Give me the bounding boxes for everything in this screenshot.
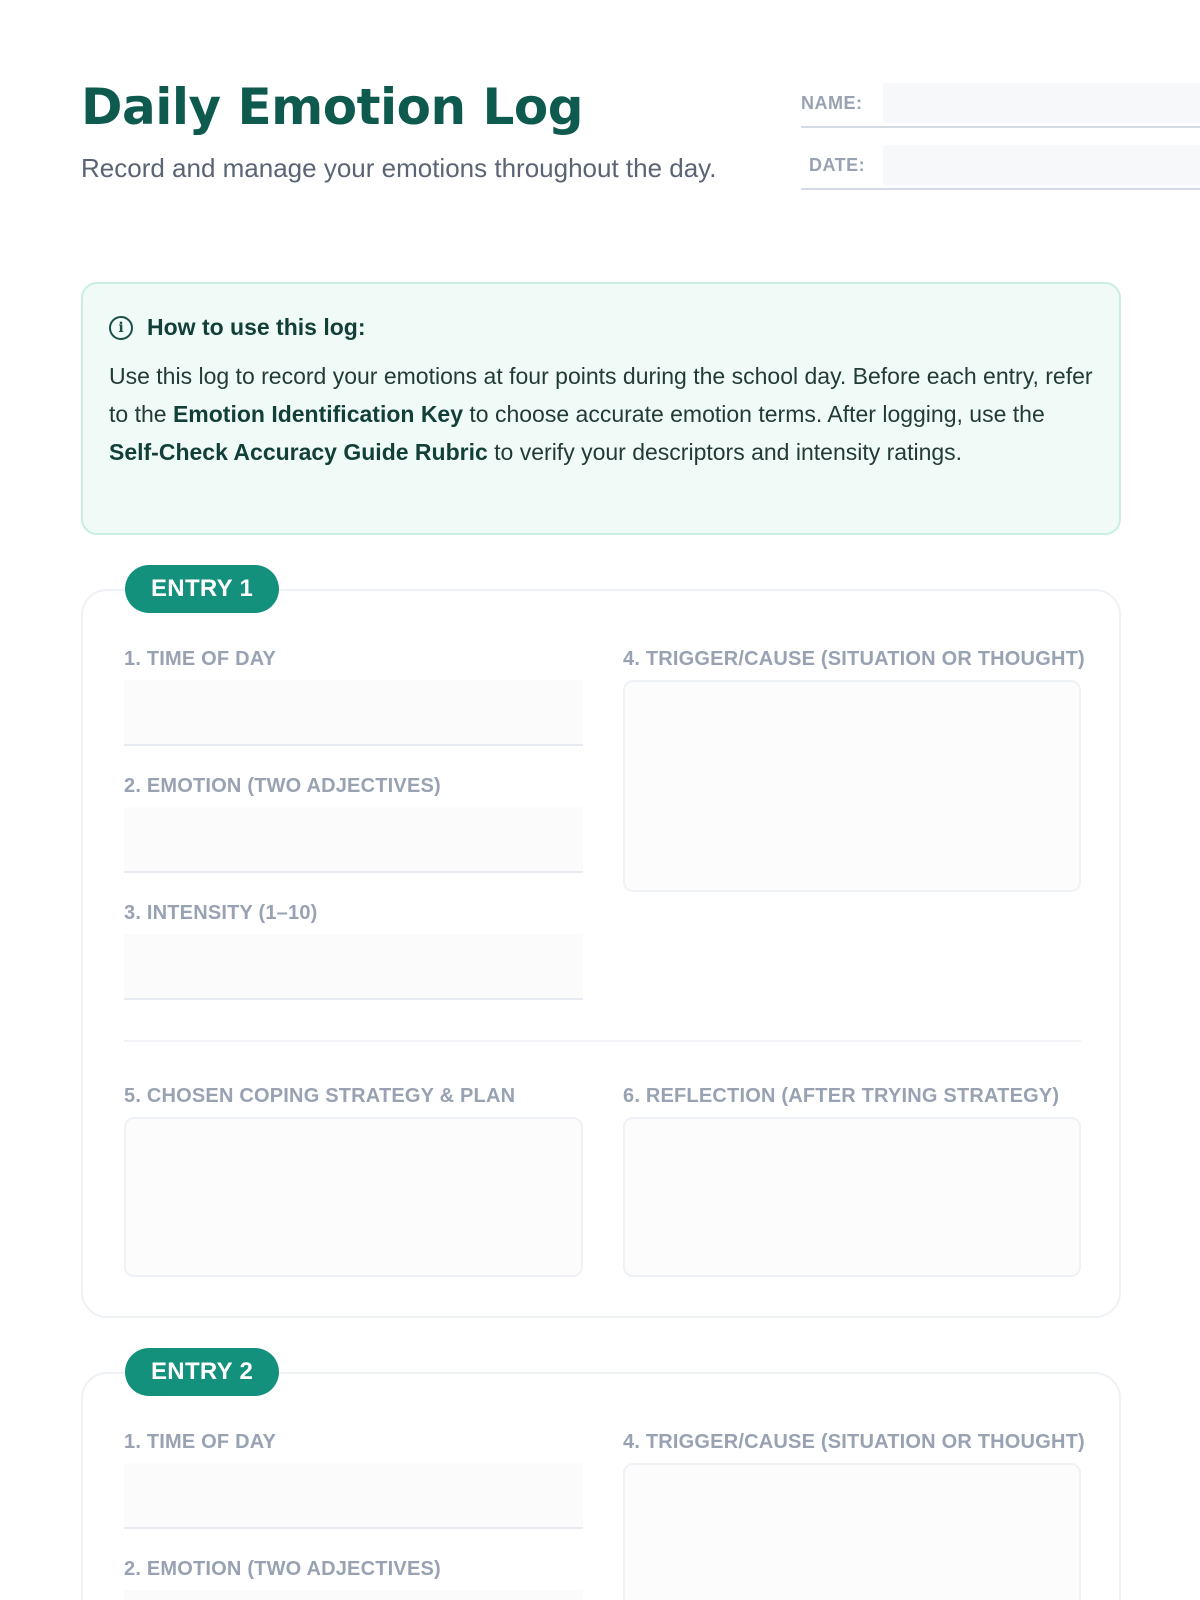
instructions-text-part-1: Use this log to record your emotions at four points during the school day. Before each entry, refer to the	[109, 363, 1093, 427]
instructions-header	[109, 314, 1093, 341]
date-label: DATE:	[809, 154, 866, 175]
instructions-box	[81, 282, 1121, 535]
instructions-text	[109, 357, 1093, 471]
trigger-label: 4. TRIGGER/CAUSE (SITUATION OR THOUGHT)	[623, 648, 1085, 670]
rubric-term: Self-Check Accuracy Guide Rubric	[109, 439, 488, 465]
emotion-field[interactable]	[124, 1590, 583, 1600]
coping-strategy-label: 5. CHOSEN COPING STRATEGY & PLAN	[124, 1085, 516, 1107]
date-row	[801, 142, 1200, 190]
time-of-day-field[interactable]	[124, 1463, 583, 1529]
emotion-label: 2. EMOTION (TWO ADJECTIVES)	[124, 775, 441, 797]
section-divider	[124, 1040, 1081, 1042]
entry-card	[81, 1358, 1121, 1600]
time-of-day-label: 1. TIME OF DAY	[124, 1431, 277, 1453]
reflection-field[interactable]	[623, 1117, 1081, 1277]
coping-strategy-field[interactable]	[124, 1117, 583, 1277]
emotion-field[interactable]	[124, 807, 583, 873]
intensity-field[interactable]	[124, 934, 583, 1000]
intensity-label: 3. INTENSITY (1–10)	[124, 902, 318, 924]
entry-badge: ENTRY 2	[125, 1348, 279, 1396]
entry-badge: ENTRY 1	[125, 565, 279, 613]
time-of-day-label: 1. TIME OF DAY	[124, 648, 277, 670]
meta-fields	[801, 80, 1200, 204]
reflection-label: 6. REFLECTION (AFTER TRYING STRATEGY)	[623, 1085, 1060, 1107]
time-of-day-field[interactable]	[124, 680, 583, 746]
emotion-label: 2. EMOTION (TWO ADJECTIVES)	[124, 1558, 441, 1580]
trigger-field[interactable]	[623, 680, 1081, 892]
name-label: NAME:	[801, 92, 863, 113]
trigger-field[interactable]	[623, 1463, 1081, 1600]
header	[81, 0, 1119, 270]
page-subtitle: Record and manage your emotions throughout the day.	[81, 153, 717, 183]
emotion-key-term: Emotion Identification Key	[172, 401, 464, 427]
name-row	[801, 80, 1200, 128]
instructions-text-part-3: to verify your descriptors and intensity ratings.	[487, 439, 963, 465]
page-title: Daily Emotion Log	[81, 78, 584, 136]
instructions-text-part-2: to choose accurate emotion terms. After logging, use the	[463, 401, 1045, 427]
trigger-label: 4. TRIGGER/CAUSE (SITUATION OR THOUGHT)	[623, 1431, 1085, 1453]
instructions-title: How to use this log:	[147, 314, 366, 340]
date-field[interactable]	[883, 145, 1200, 185]
entry-card	[81, 575, 1121, 1318]
info-circle-icon: i	[109, 316, 133, 340]
name-field[interactable]	[883, 83, 1200, 123]
